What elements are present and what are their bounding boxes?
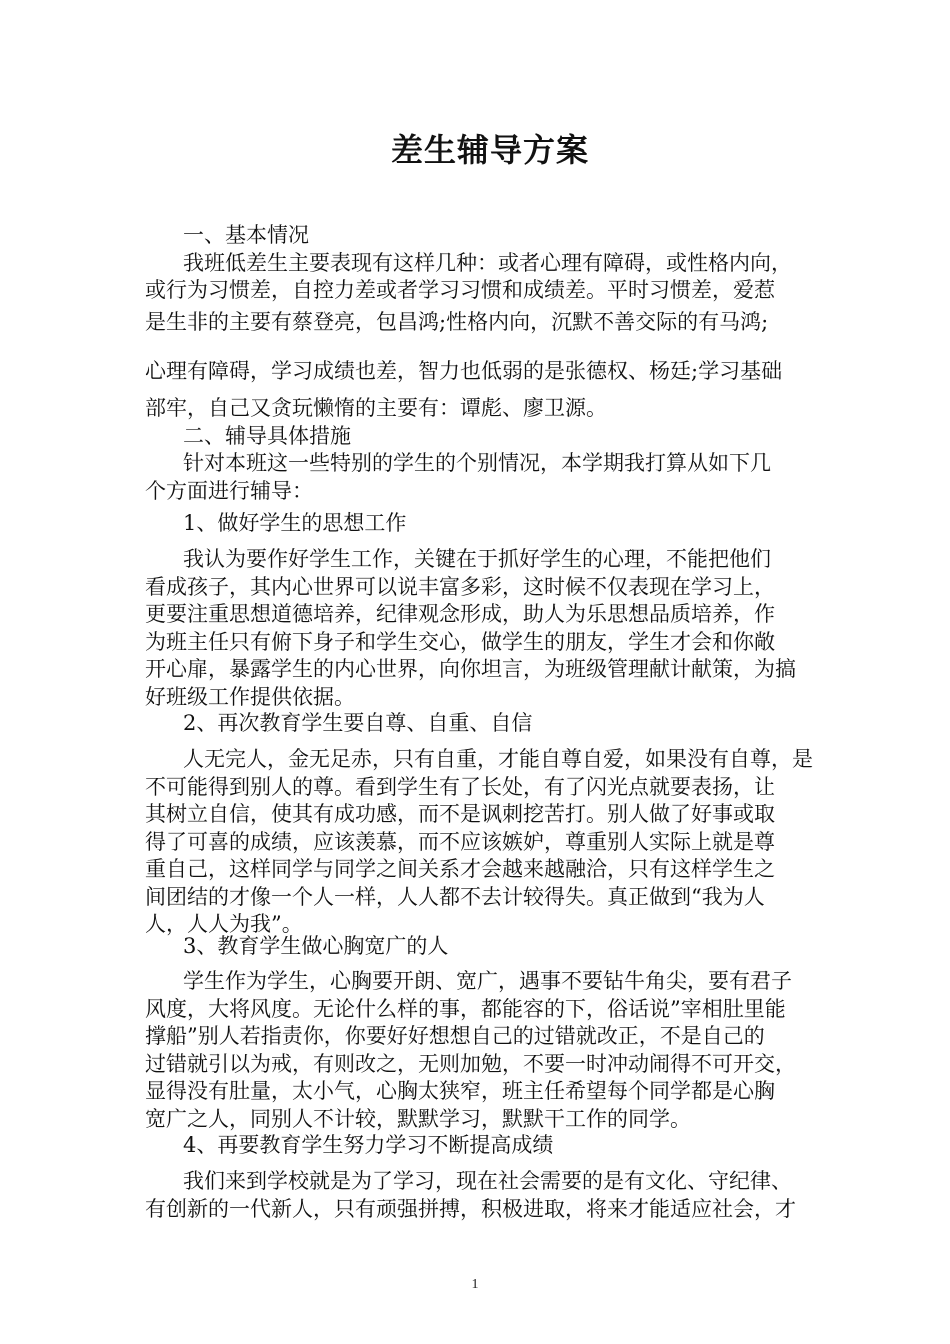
item-paragraph [145,546,808,711]
item-heading: 3、教育学生做心胸宽广的人 [183,934,449,958]
paragraph-line: 我们来到学校就是为了学习，现在社会需要的是有文化、守纪律、 [183,1169,792,1193]
paragraph-line: 针对本班这一些特别的学生的个别情况，本学期我打算从如下几 [183,451,771,475]
item-heading-block [145,510,808,538]
section-heading: 一、基本情况 [183,223,309,247]
paragraph-line: 其树立自信，使其有成功感，而不是讽刺挖苦打。别人做了好事或取 [145,802,775,826]
paragraph-line: 为班主任只有俯下身子和学生交心，做学生的朋友，学生才会和你敞 [145,629,775,654]
paragraph-line: 人，人人为我”。 [145,912,303,936]
section-basic-situation [145,222,808,305]
item-heading-block [145,933,808,961]
paragraph-line: 重自己，这样同学与同学之间关系才会越来越融洽，只有这样学生之 [145,857,775,881]
paragraph-line: 我认为要作好学生工作，关键在于抓好学生的心理，不能把他们 [183,547,771,571]
paragraph-line: 撑船”别人若指责你，你要好好想想自己的过错就改正，不是自己的 [145,1024,765,1048]
paragraph-line: 不可能得到别人的尊。看到学生有了长处，有了闪光点就要表扬，让 [145,774,775,799]
paragraph-block [145,309,808,337]
paragraph-line: 得了可喜的成绩，应该羡慕，而不应该嫉妒，尊重别人实际上就是尊 [145,829,775,854]
paragraph-line: 宽广之人，同别人不计较，默默学习，默默干工作的同学。 [145,1106,691,1131]
paragraph-line: 我班低差生主要表现有这样几种：或者心理有障碍，或性格内向， [183,250,792,275]
paragraph-line: 看成孩子，其内心世界可以说丰富多彩，这时候不仅表现在学习上， [145,574,775,599]
page-number: 1 [471,1277,479,1292]
paragraph-line: 有创新的一代新人，只有顽强拼搏，积极进取，将来才能适应社会，才 [145,1196,796,1221]
item-heading: 1、做好学生的思想工作 [183,511,407,535]
paragraph-line: 间团结的才像一个人一样，人人都不去计较得失。真正做到“我为人 [145,884,765,909]
item-heading: 4、再要教育学生努力学习不断提高成绩 [183,1133,554,1157]
paragraph-line: 个方面进行辅导： [145,478,313,503]
paragraph-line: 部牢，自己又贪玩懒惰的主要有：谭彪、廖卫源。 [145,396,607,420]
document-title: 差生辅导方案 [390,131,589,169]
paragraph-line: 风度，大将风度。无论什么样的事，都能容的下，俗话说”宰相肚里能 [145,996,786,1021]
paragraph-line: 过错就引以为戒，有则改之，无则加勉，不要一时冲动闹得不可开交， [145,1051,796,1076]
paragraph-line: 学生作为学生，心胸要开朗、宽广，遇事不要钻牛角尖，要有君子 [183,969,792,993]
item-paragraph [145,746,813,939]
paragraph-block [145,358,808,386]
paragraph-line: 好班级工作提供依据。 [145,684,355,709]
item-heading-block [145,710,808,738]
paragraph-line: 心理有障碍，学习成绩也差，智力也低弱的是张德权、杨廷;学习基础 [145,359,783,383]
section-heading: 二、辅导具体措施 [183,423,351,448]
item-paragraph [145,1168,808,1223]
paragraph-line: 人无完人，金无足赤，只有自重，才能自尊自爱，如果没有自尊，是 [183,747,813,771]
item-heading: 2、再次教育学生要自尊、自重、自信 [183,711,533,735]
paragraph-block [145,395,808,505]
paragraph-line: 开心扉，暴露学生的内心世界，向你坦言，为班级管理献计献策，为搞 [145,657,796,681]
paragraph-line: 更要注重思想道德培养，纪律观念形成，助人为乐思想品质培养，作 [145,602,775,626]
paragraph-line: 显得没有肚量，太小气，心胸太狭窄，班主任希望每个同学都是心胸 [145,1079,775,1103]
paragraph-line: 或行为习惯差，自控力差或者学习习惯和成绩差。平时习惯差，爱惹 [145,278,775,302]
item-paragraph [145,968,808,1133]
paragraph-line: 是生非的主要有蔡登亮，包昌鸿;性格内向，沉默不善交际的有马鸿; [145,310,769,334]
item-heading-block [145,1132,808,1160]
